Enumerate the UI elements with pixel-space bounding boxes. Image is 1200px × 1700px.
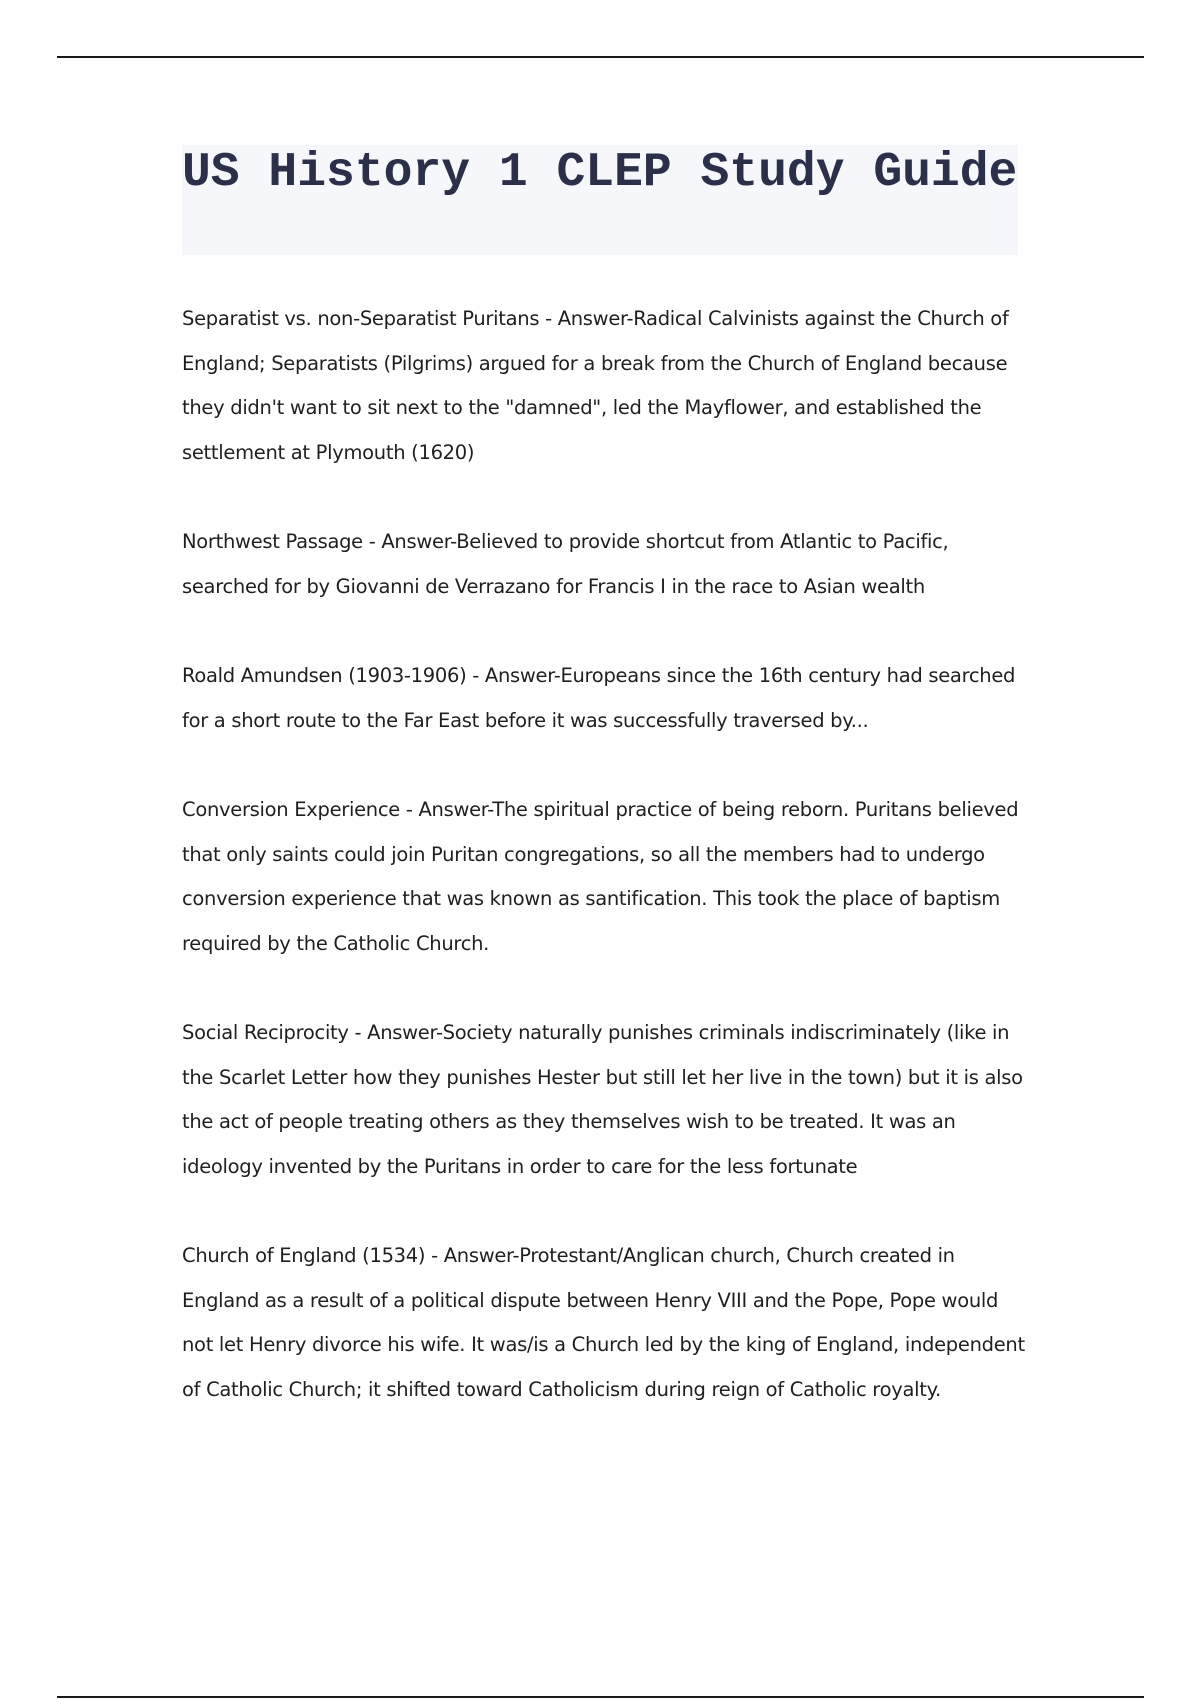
study-guide-content	[182, 297, 1032, 1457]
study-entry: Church of England (1534) - Answer-Protestant/Anglican church, Church created in England as a result of a political dispute between Henry VIII and the Pope, Pope would not let Henry divorce his wife. It was/is a Church led by the king of England, independent of Catholic Church; it shifted toward Catholicism during reign of Catholic royalty.	[182, 1244, 1025, 1401]
bottom-rule	[57, 1696, 1144, 1698]
study-entry: Social Reciprocity - Answer-Society naturally punishes criminals indiscriminately (like in the Scarlet Letter how they punishes Hester but still let her live in the town) but it is also the act of people treating others as they themselves wish to be treated. It was an ideology invented by the Puritans in order to care for the less fortunate	[182, 1021, 1023, 1178]
title-block	[182, 145, 1018, 255]
page-title: US History 1 CLEP Study Guide	[182, 146, 1018, 200]
top-rule	[57, 56, 1144, 58]
study-entry: Roald Amundsen (1903-1906) - Answer-Europeans since the 16th century had searched for a short route to the Far East before it was successfully traversed by...	[182, 664, 1016, 732]
study-entry: Separatist vs. non-Separatist Puritans - Answer-Radical Calvinists against the Church of England; Separatists (Pilgrims) argued for a break from the Church of England because they didn't want to sit next to the "damned", led the Mayflower, and established the settlement at Plymouth (1620)	[182, 307, 1009, 464]
study-entry: Northwest Passage - Answer-Believed to provide shortcut from Atlantic to Pacific, searched for by Giovanni de Verrazano for Francis I in the race to Asian wealth	[182, 530, 949, 598]
study-entry: Conversion Experience - Answer-The spiritual practice of being reborn. Puritans believed that only saints could join Puritan congregations, so all the members had to undergo conversion experience that was known as santification. This took the place of baptism required by the Catholic Church.	[182, 798, 1019, 955]
